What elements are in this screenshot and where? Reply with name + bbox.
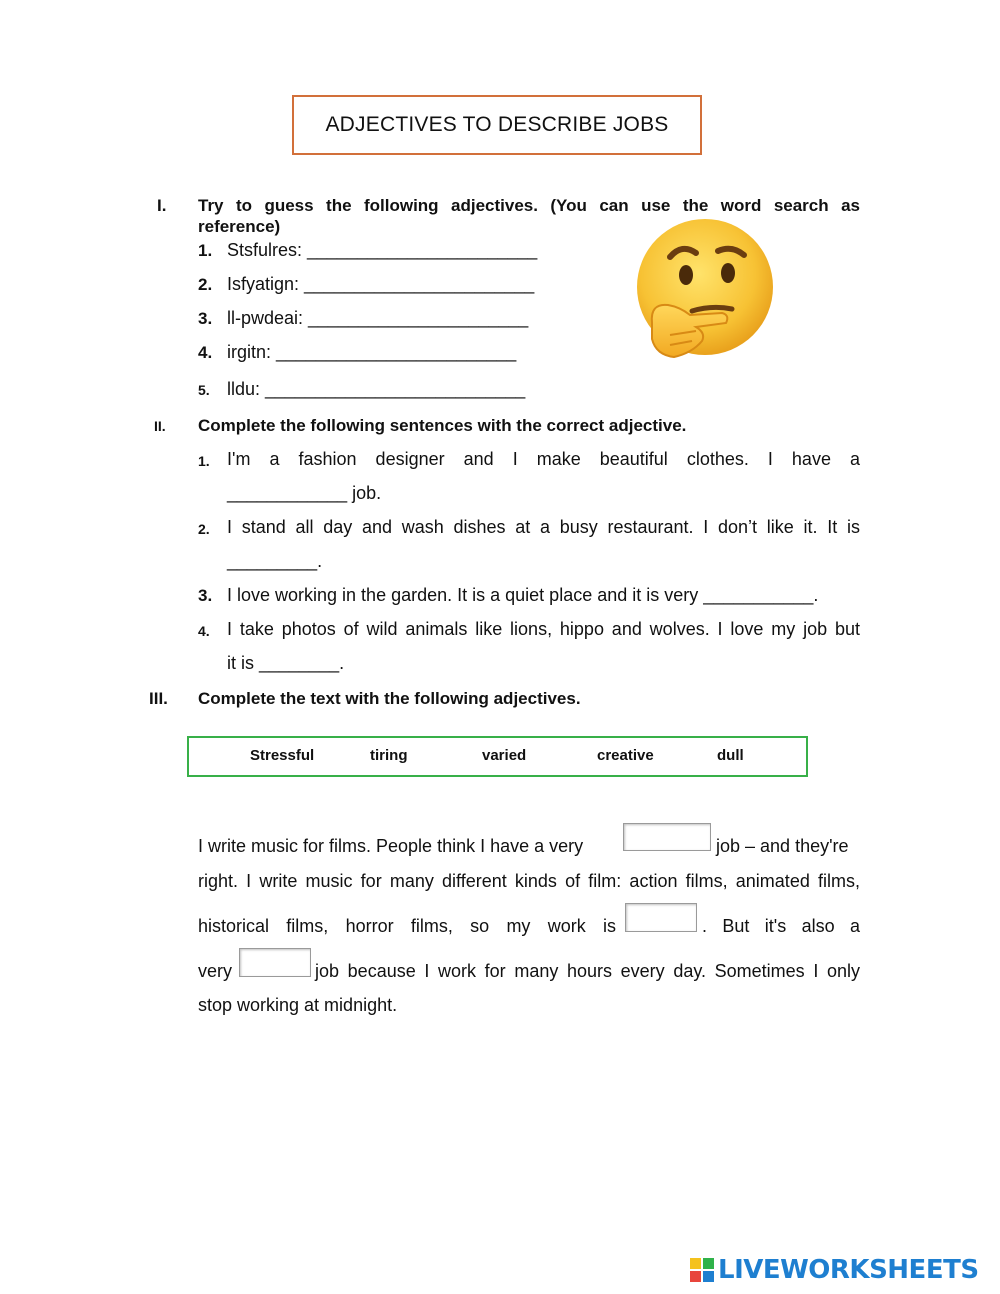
- worksheet-title-text: ADJECTIVES TO DESCRIBE JOBS: [325, 113, 669, 136]
- word-bank-item: dull: [717, 747, 744, 764]
- section-1-instruction-cont: reference): [198, 217, 281, 236]
- word-bank: [187, 736, 808, 777]
- list-item-number: 4.: [198, 623, 210, 639]
- worksheet-title: [292, 95, 702, 155]
- answer-input-1[interactable]: [623, 823, 711, 851]
- paragraph-line: job – and they're: [716, 836, 849, 856]
- paragraph-line: right. I write music for many different kinds of film: action films, animated films,: [198, 871, 860, 891]
- section-3-instruction: Complete the text with the following adjectives.: [198, 689, 581, 708]
- list-item-number: 2.: [198, 275, 213, 294]
- section-3-number: III.: [149, 689, 168, 708]
- paragraph-line: very: [198, 961, 233, 981]
- word-bank-item: tiring: [370, 747, 408, 764]
- sentence-line: it is ________.: [227, 653, 345, 673]
- list-item: ll-pwdeai: ______________________: [227, 308, 529, 328]
- answer-input-2[interactable]: [625, 903, 697, 932]
- sentence-line: I love working in the garden. It is a quiet place and it is very ___________.: [227, 585, 819, 605]
- answer-input-3[interactable]: [239, 948, 311, 977]
- paragraph-line: historical films, horror films, so my work is: [198, 916, 616, 936]
- word-bank-item: creative: [597, 747, 654, 764]
- list-item: lldu: __________________________: [227, 379, 526, 399]
- section-1-number: I.: [157, 196, 167, 215]
- list-item: irgitn: ________________________: [227, 342, 517, 362]
- section-2-instruction: Complete the following sentences with the correct adjective.: [198, 416, 687, 435]
- sentence-line: _________.: [227, 551, 323, 571]
- word-bank-item: Stressful: [250, 747, 315, 764]
- sentence-line: I take photos of wild animals like lions, hippo and wolves. I love my job but: [227, 619, 860, 639]
- list-item-number: 3.: [198, 586, 213, 605]
- list-item-number: 4.: [198, 343, 213, 362]
- liveworksheets-logo: [690, 1255, 990, 1285]
- liveworksheets-logo-text: LIVEWORKSHEETS: [718, 1255, 979, 1285]
- paragraph-line: stop working at midnight.: [198, 995, 398, 1015]
- sentence-line: I'm a fashion designer and I make beautiful clothes. I have a: [227, 449, 860, 469]
- list-item-number: 1.: [198, 241, 213, 260]
- section-1-instruction: Try to guess the following adjectives. (You can use the word search as: [198, 196, 860, 215]
- list-item-number: 2.: [198, 521, 210, 537]
- list-item-number: 3.: [198, 309, 213, 328]
- list-item-number: 5.: [198, 382, 210, 398]
- word-bank-item: varied: [482, 747, 527, 764]
- paragraph-line: . But it's also a: [702, 916, 860, 936]
- section-2-number: II.: [154, 418, 166, 434]
- paragraph-line: I write music for films. People think I have a very: [198, 836, 584, 856]
- list-item: Stsfulres: _______________________: [227, 240, 538, 260]
- paragraph-line: job because I work for many hours every day. Sometimes I only: [315, 961, 860, 981]
- sentence-line: ____________ job.: [227, 483, 382, 503]
- liveworksheets-logo-icon: [690, 1258, 714, 1282]
- list-item: Isfyatign: _______________________: [227, 274, 535, 294]
- thinking-face-icon: [630, 215, 780, 365]
- sentence-line: I stand all day and wash dishes at a busy restaurant. I don’t like it. It is: [227, 517, 860, 537]
- list-item-number: 1.: [198, 453, 210, 469]
